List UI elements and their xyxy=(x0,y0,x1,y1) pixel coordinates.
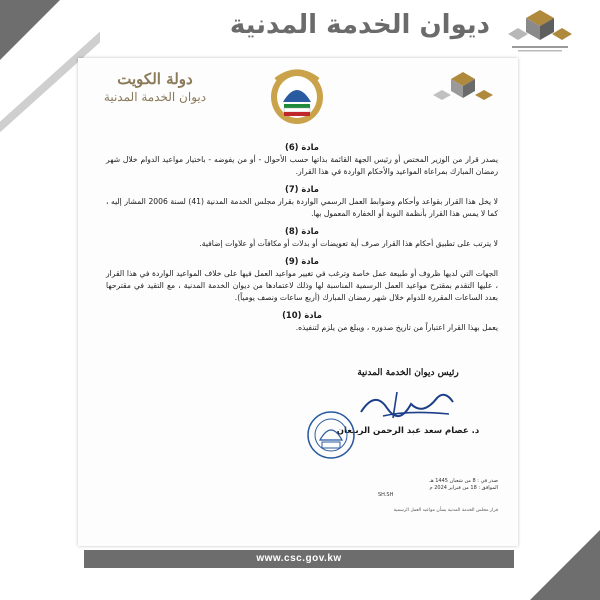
signatory-title: رئيس ديوان الخدمة المدنية xyxy=(357,368,459,378)
document-body xyxy=(106,136,498,334)
issue-dates xyxy=(378,478,498,499)
article-title: مادة (7) xyxy=(285,184,319,194)
header-title: ديوان الخدمة المدنية xyxy=(229,10,490,40)
article xyxy=(106,225,498,250)
bureau-name-line: ديوان الخدمة المدنية xyxy=(103,90,207,104)
document-note: قرار مجلس الخدمة المدنية بشأن مواعيد العمل الرسمية xyxy=(393,508,498,513)
article xyxy=(106,141,498,178)
article xyxy=(106,309,498,334)
article-text: لا يترتب على تطبيق أحكام هذا القرار صرف أية تعويضات أو بدلات أو مكافآت أو علاوات إضافية. xyxy=(199,239,498,248)
corner-decoration xyxy=(0,0,60,60)
article-title: مادة (9) xyxy=(285,256,319,266)
state-name-line: دولة الكويت xyxy=(117,70,193,88)
article-title: مادة (10) xyxy=(282,310,322,320)
csc-logo-icon xyxy=(428,68,498,114)
article xyxy=(106,183,498,220)
article-text: الجهات التي لديها ظروف أو طبيعة عمل خاصة وترغب في تغيير مواعيد العمل فيها على خلاف المواعيد الواردة في هذا القرار ، عليها التقدم بمقترح مواعيد العمل الرسمية المناسبة لها وذلك لاعتمادها من ديوان الخدمة المدنية ، مع التقيد في مقترحها بعدد الساعات المقررة للدوام خلال شهر رمضان المبارك (أربع ساعات ونصف يومياً). xyxy=(106,269,498,302)
article xyxy=(106,255,498,304)
signatory-name: د. عصام سعد عبد الرحمن الربيعان xyxy=(336,426,480,436)
kuwait-emblem-icon xyxy=(266,64,328,126)
corner-decoration xyxy=(530,530,600,600)
csc-logo-icon xyxy=(504,8,576,54)
document-sheet xyxy=(78,58,518,546)
article-text: يصدر قرار من الوزير المختص أو رئيس الجهة القائمة بذاتها حسب الأحوال - أو من يفوضه - باختيار مواعيد الدوام خلال شهر رمضان المبارك بمراعاة المواعيد والأحكام الواردة في هذا القرار. xyxy=(106,155,498,176)
article-text: لا يخل هذا القرار بقواعد وأحكام وضوابط العمل الرسمي الواردة بقرار مجلس الخدمة المدنية (41) لسنة 2006 المشار إليه ، كما لا يمس هذا القرار بأنظمة النوبة أو الخفارة المعمول بها. xyxy=(106,197,498,218)
issue-date-hijri: صدر في : 8 من شعبان 1445 هـ xyxy=(429,478,498,484)
handwritten-signature-icon xyxy=(353,382,463,424)
reference-code: SH.SH xyxy=(378,492,394,498)
article-text: يعمل بهذا القرار اعتباراً من تاريخ صدوره ، ويبلغ من يلزم لتنفيذه. xyxy=(295,323,498,332)
article-title: مادة (6) xyxy=(285,142,319,152)
issue-date-gregorian: الموافق : 18 من فبراير 2024 م xyxy=(429,485,498,491)
official-seal-icon xyxy=(306,410,356,460)
website-url[interactable]: www.csc.gov.kw xyxy=(84,550,514,568)
article-title: مادة (8) xyxy=(285,226,319,236)
letterhead-state xyxy=(100,70,210,104)
header xyxy=(100,0,600,58)
